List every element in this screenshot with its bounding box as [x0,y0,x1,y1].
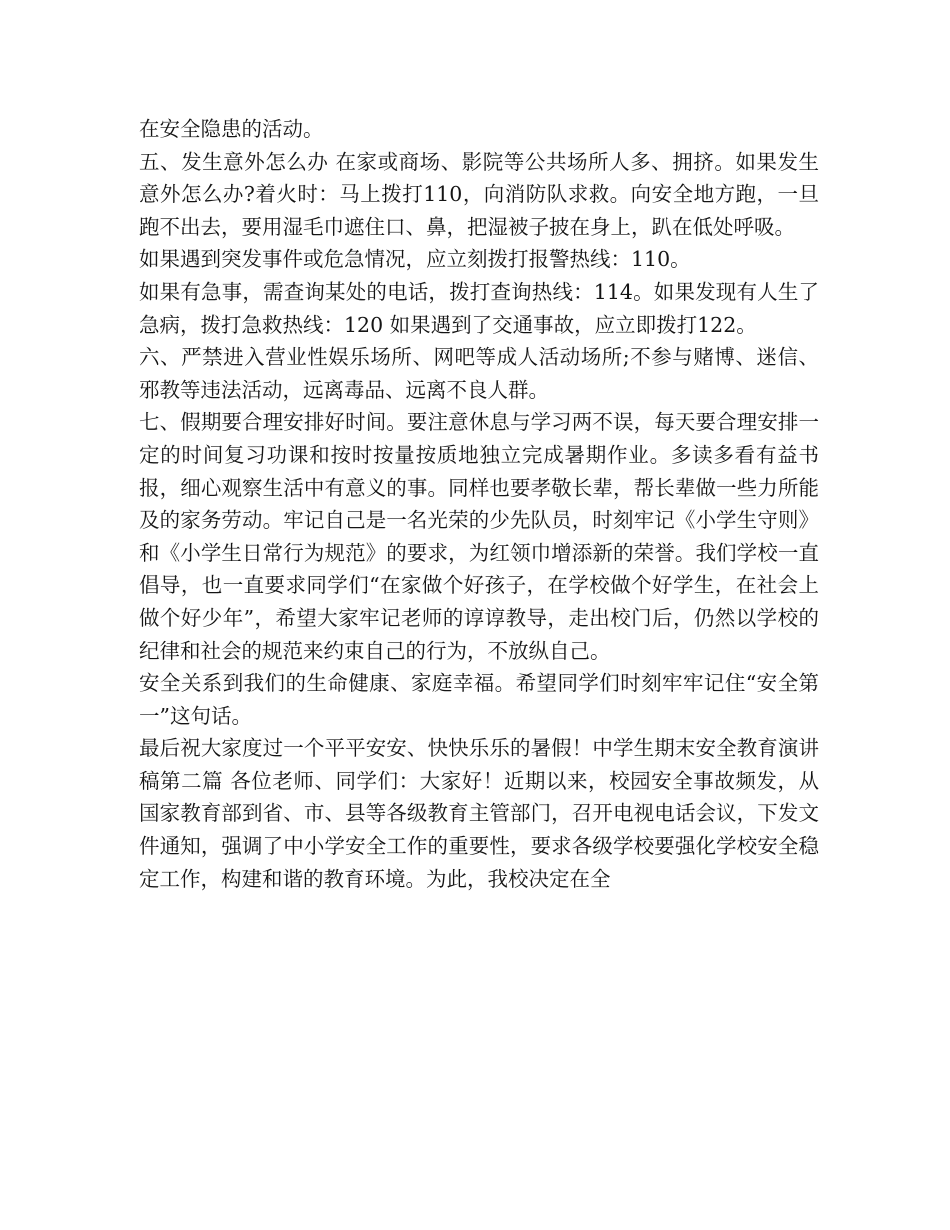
paragraph: 六、严禁进入营业性娱乐场所、网吧等成人活动场所;不参与赌博、迷信、邪教等违法活动，远离毒品、远离不良人群。 [139,345,819,402]
paragraph: 在安全隐患的活动。 [139,117,324,141]
paragraph: 七、假期要合理安排好时间。要注意休息与学习两不误，每天要合理安排一定的时间复习功课和按时按量按质地独立完成暑期作业。多读多看有益书报，细心观察生活中有意义的事。同样也要孝敬长辈，帮长辈做一些力所能及的家务劳动。牢记自己是一名光荣的少先队员，时刻牢记《小学生守则》和《小学生日常行为规范》的要求，为红领巾增添新的荣誉。我们学校一直倡导，也一直要求同学们“在家做个好孩子，在学校做个好学生，在社会上做个好少年”，希望大家牢记老师的谆谆教导，走出校门后，仍然以学校的纪律和社会的规范来约束自己的行为，不放纵自己。 [139,410,819,663]
paragraph: 如果遇到突发事件或危急情况，应立刻拨打报警热线：110。 [139,247,691,272]
paragraph: 如果有急事，需查询某处的电话，拨打查询热线：114。如果发现有人生了急病，拨打急救热线：120 如果遇到了交通事故，应立即拨打122。 [139,279,819,337]
paragraph: 五、发生意外怎么办 在家或商场、影院等公共场所人多、拥挤。如果发生意外怎么办?着火时：马上拨打110，向消防队求救。向安全地方跑，一旦跑不出去，要用湿毛巾遮住口、鼻，把湿被子披在身上，趴在低处呼吸。 [139,149,819,239]
document-body [139,113,819,895]
paragraph: 安全关系到我们的生命健康、家庭幸福。希望同学们时刻牢牢记住“安全第一”这句话。 [139,671,819,728]
paragraph: 最后祝大家度过一个平平安安、快快乐乐的暑假！中学生期末安全教育演讲稿第二篇 各位老师、同学们：大家好！近期以来，校园安全事故频发，从国家教育部到省、市、县等各级教育主管部门，召开电视电话会议，下发文件通知，强调了中小学安全工作的重要性，要求各级学校要强化学校安全稳定工作，构建和谐的教育环境。为此，我校决定在全 [139,736,819,891]
